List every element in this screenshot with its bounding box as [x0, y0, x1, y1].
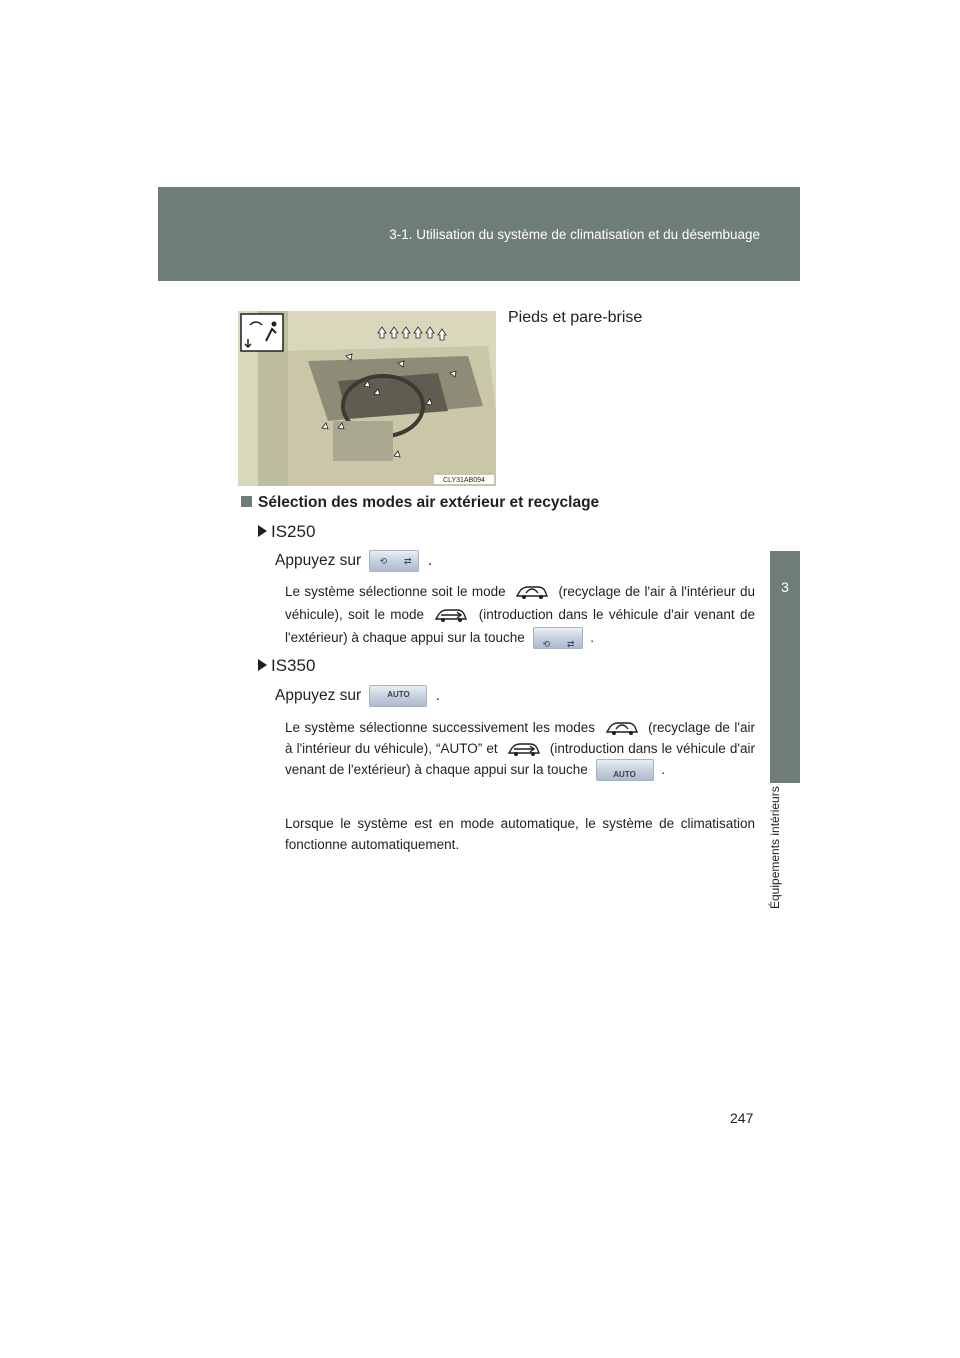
outside-air-icon: ⇄	[566, 639, 575, 650]
recirculation-auto-button-inline	[596, 759, 654, 781]
model-is350-text: IS350	[271, 656, 316, 675]
auto-button-label: AUTO	[613, 770, 636, 780]
bullet-arrow-icon	[258, 525, 267, 537]
heading-square-icon	[241, 496, 252, 507]
instruction-suffix: .	[435, 687, 441, 705]
dashboard-airflow-diagram	[238, 311, 496, 486]
recirculation-button[interactable]	[369, 550, 419, 572]
recirculation-icon: ⟲	[542, 639, 551, 650]
section-heading	[241, 494, 599, 512]
recirculation-mode-icon	[514, 583, 550, 601]
para-is350-a: Le système sélectionne successivement les modes	[285, 720, 595, 735]
instruction-suffix: .	[427, 552, 433, 570]
outside-air-mode-icon	[433, 606, 469, 624]
paragraph-is250	[285, 580, 755, 649]
recirculation-mode-icon	[604, 719, 640, 737]
para-is250-a: Le système sélectionne soit le mode	[285, 584, 506, 599]
figure-caption: Pieds et pare-brise	[508, 309, 643, 326]
instruction-is250	[275, 550, 432, 572]
chapter-label: Équipements intérieurs	[768, 786, 782, 909]
instruction-is350	[275, 685, 440, 707]
para-is350-c: (introduction dans le véhicule d'air venant de l'extérieur) à chaque appui sur la touche	[285, 741, 755, 777]
para-is350-d: .	[661, 762, 666, 777]
auto-button-label: AUTO	[387, 690, 410, 699]
model-is250-text: IS250	[271, 522, 316, 541]
outside-air-mode-icon	[506, 740, 542, 758]
instruction-prefix: Appuyez sur	[275, 552, 362, 570]
para-is350-b: (recyclage de l'air à l'intérieur du véhicule), “AUTO” et	[285, 720, 755, 756]
header-band	[158, 187, 800, 281]
recirculation-icon: ⟲	[379, 556, 388, 566]
recirculation-auto-button[interactable]	[369, 685, 427, 707]
chapter-number: 3	[781, 579, 789, 595]
model-is350	[258, 656, 315, 676]
instruction-prefix: Appuyez sur	[275, 687, 362, 705]
outside-air-icon: ⇄	[403, 556, 412, 566]
para-is250-b: (recyclage de l'air à l'intérieur du véhicule), soit le mode	[285, 584, 755, 622]
bullet-arrow-icon	[258, 659, 267, 671]
page-number: 247	[730, 1110, 754, 1126]
model-is250	[258, 522, 315, 542]
section-title: 3-1. Utilisation du système de climatisation et du désembuage	[389, 227, 760, 242]
paragraph-is350	[285, 717, 755, 781]
dashboard-illustration	[238, 311, 496, 486]
paragraph-auto-mode: Lorsque le système est en mode automatique, le système de climatisation fonctionne automatiquement.	[285, 816, 755, 852]
figure-code: CLY31AB094	[443, 477, 485, 484]
para-is250-c: (introduction dans le véhicule d'air venant de l'extérieur) à chaque appui sur la touche	[285, 607, 755, 645]
recirculation-button-inline	[533, 627, 583, 649]
section-heading-text: Sélection des modes air extérieur et recyclage	[258, 494, 600, 511]
chapter-tab	[770, 551, 800, 783]
para-is250-d: .	[590, 630, 595, 645]
